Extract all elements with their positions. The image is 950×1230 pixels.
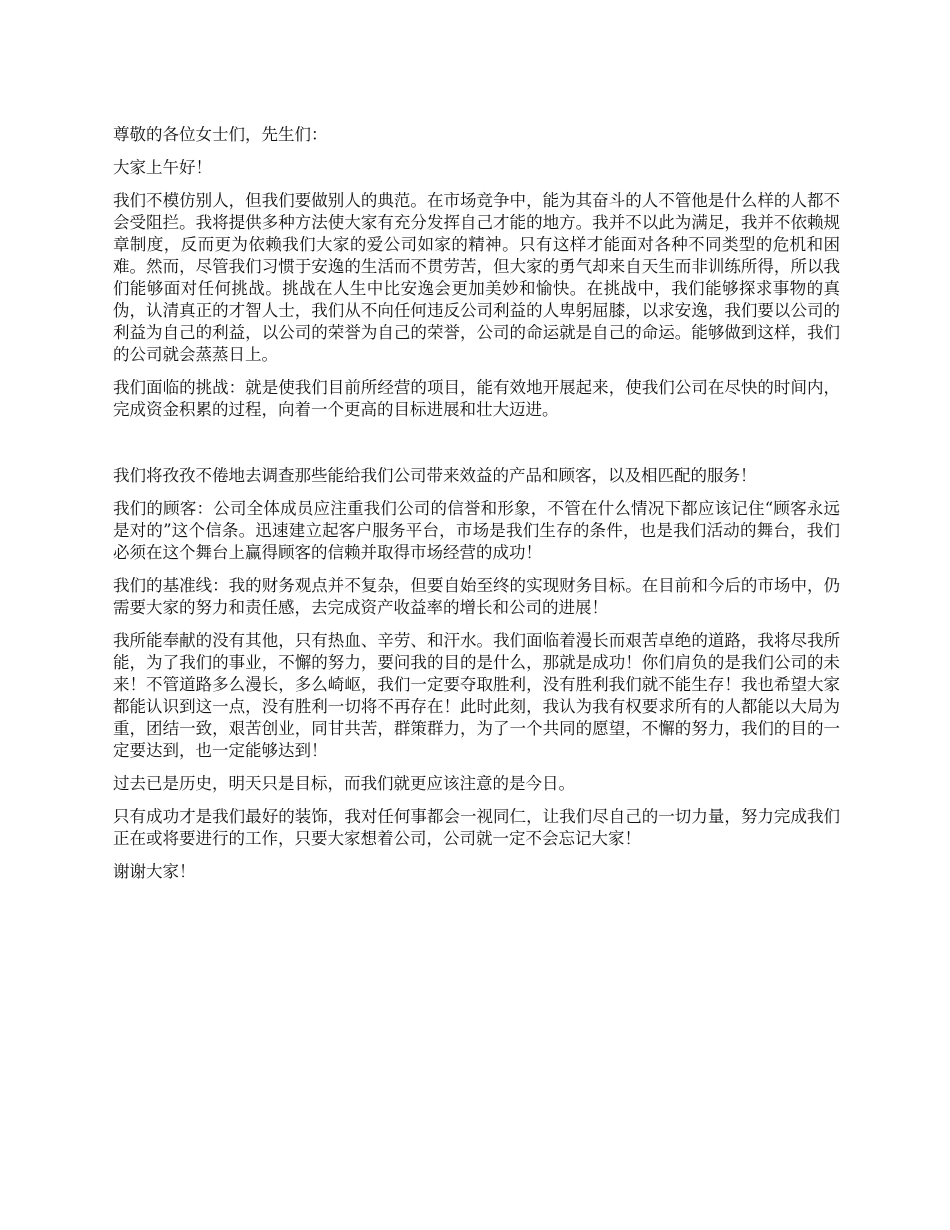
paragraph-success: 只有成功才是我们最好的装饰，我对任何事都会一视同仁，让我们尽自己的一切力量，努力完成我们正在或将要进行的工作，只要大家想着公司，公司就一定不会忘记大家！ — [113, 807, 840, 848]
document-page — [113, 124, 840, 894]
paragraph-baseline: 我们的基准线：我的财务观点并不复杂，但要自始至终的实现财务目标。在目前和今后的市场中，仍需要大家的努力和责任感，去完成资产收益率的增长和公司的进展！ — [113, 576, 840, 617]
paragraph-history: 过去已是历史，明天只是目标，而我们就更应该注意的是今日。 — [113, 774, 575, 793]
greeting: 尊敬的各位女士们，先生们： — [113, 125, 328, 144]
closing: 谢谢大家！ — [113, 862, 196, 881]
paragraph-imitation: 我们不模仿别人，但我们要做别人的典范。在市场竞争中，能为其奋斗的人不管他是什么样的人都不会受阻拦。我将提供多种方法使大家有充分发挥自己才能的地方。我并不以此为满足，我并不依赖规章制度，反而更为依赖我们大家的爱公司如家的精神。只有这样才能面对各种不同类型的危机和困难。然而，尽管我们习惯于安逸的生活而不贯劳苦，但大家的勇气却来自天生而非训练所得，所以我们能够面对任何挑战。挑战在人生中比安逸会更加美妙和愉快。在挑战中，我们能够探求事物的真伪，认清真正的才智人士，我们从不向任何违反公司利益的人卑躬屈膝，以求安逸，我们要以公司的利益为自己的利益，以公司的荣誉为自己的荣誉，公司的命运就是自己的命运。能够做到这样，我们的公司就会蒸蒸日上。 — [113, 191, 840, 364]
paragraph-dedication: 我所能奉献的没有其他，只有热血、辛劳、和汗水。我们面临着漫长而艰苦卓绝的道路，我将尽我所能，为了我们的事业，不懈的努力，要问我的目的是什么，那就是成功！你们肩负的是我们公司的未来！不管道路多么漫长，多么崎岖，我们一定要夺取胜利，没有胜利我们就不能生存！我也希望大家都能认识到这一点，没有胜利一切将不再存在！此时此刻，我认为我有权要求所有的人都能以大局为重，团结一致，艰苦创业，同甘共苦，群策群力，为了一个共同的愿望，不懈的努力，我们的目的一定要达到，也一定能够达到！ — [113, 631, 840, 760]
salutation: 大家上午好！ — [113, 158, 212, 177]
paragraph-customers: 我们的顾客：公司全体成员应注重我们公司的信誉和形象，不管在什么情况下都应该记住“顾客永远是对的”这个信条。迅速建立起客户服务平台，市场是我们生存的条件，也是我们活动的舞台，我们必须在这个舞台上赢得顾客的信赖并取得市场经营的成功！ — [113, 499, 840, 562]
paragraph-investigation: 我们将孜孜不倦地去调查那些能给我们公司带来效益的产品和顾客，以及相匹配的服务！ — [113, 466, 757, 485]
paragraph-challenge: 我们面临的挑战：就是使我们目前所经营的项目，能有效地开展起来，使我们公司在尽快的时间内，完成资金积累的过程，向着一个更高的目标进展和壮大迈进。 — [113, 378, 840, 419]
